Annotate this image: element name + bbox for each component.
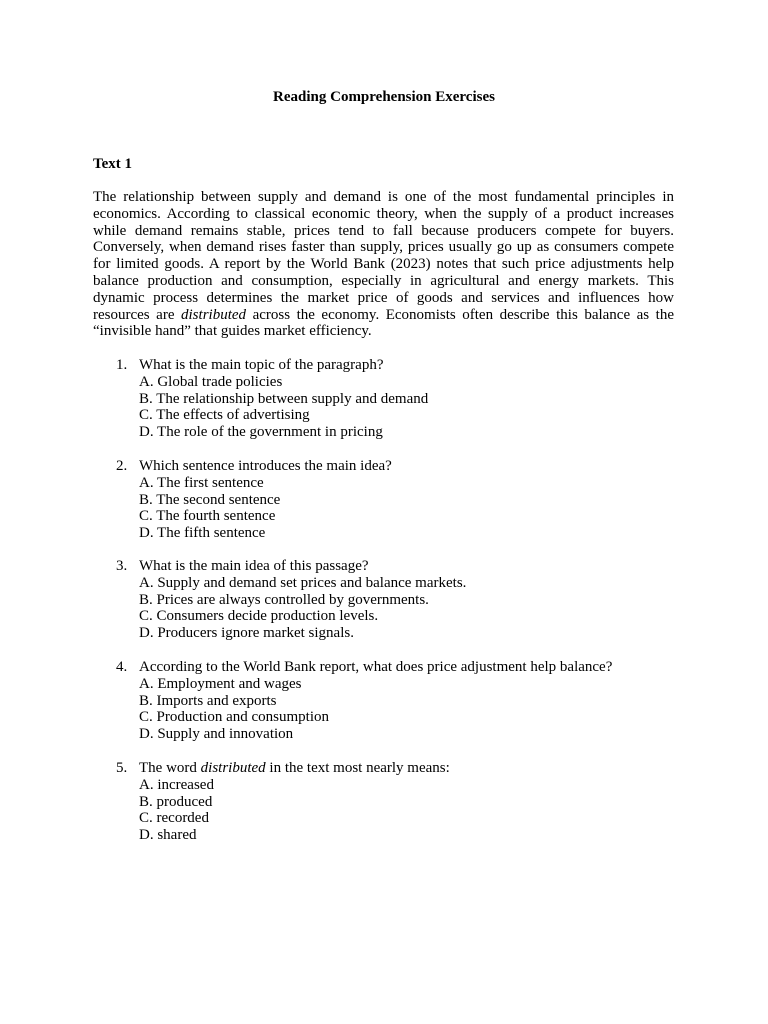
- question-stem: [139, 760, 676, 777]
- answer-option-a: A. Global trade policies: [139, 373, 283, 390]
- question-1: [116, 357, 676, 441]
- question-number: 5.: [116, 760, 128, 776]
- answer-option-c: C. Consumers decide production levels.: [139, 608, 379, 625]
- answer-option-d: D. The role of the government in pricing: [139, 424, 383, 441]
- question-stem: What is the main idea of this passage?: [139, 558, 369, 574]
- answer-option-c: C. recorded: [139, 810, 209, 827]
- answer-option-b: B. The second sentence: [139, 491, 281, 508]
- answer-option-b: B. The relationship between supply and demand: [139, 390, 429, 407]
- answer-option-d: D. shared: [139, 827, 197, 844]
- question-4: [116, 659, 676, 743]
- question-5: [116, 760, 676, 844]
- question-3: [116, 558, 676, 642]
- question-number: 4.: [116, 659, 128, 675]
- document-title: Reading Comprehension Exercises: [273, 89, 495, 105]
- answer-option-b: B. Prices are always controlled by governments.: [139, 591, 429, 608]
- answer-option-a: A. Supply and demand set prices and balance markets.: [139, 574, 467, 591]
- question-stem-part-1: The word: [139, 760, 201, 776]
- passage-italic-word: distributed: [181, 306, 247, 323]
- question-stem: What is the main topic of the paragraph?: [139, 357, 384, 373]
- question-stem: Which sentence introduces the main idea?: [139, 458, 392, 474]
- question-2: [116, 458, 676, 542]
- passage-text-part-2: across the economy. Economists often describe this balance as the “invisible hand” that guides market efficiency.: [93, 306, 674, 340]
- question-number: 1.: [116, 357, 128, 373]
- answer-option-d: D. Producers ignore market signals.: [139, 625, 354, 642]
- answer-option-c: C. The fourth sentence: [139, 508, 276, 525]
- answer-option-a: A. Employment and wages: [139, 675, 302, 692]
- answer-option-a: A. The first sentence: [139, 474, 264, 491]
- question-number: 3.: [116, 558, 128, 574]
- question-body: [139, 659, 676, 743]
- answer-option-b: B. produced: [139, 793, 213, 810]
- section-heading: Text 1: [93, 156, 133, 172]
- question-body: [139, 458, 676, 542]
- passage-text-part-1: The relationship between supply and demand is one of the most fundamental principles in economics. According to classical economic theory, when the supply of a product increases while demand remains stable, prices tend to fall because producers compete for buyers. Conversely, when demand rises faster than supply, prices usually go up as consumers compete for limited goods. A report by the World Bank (2023) notes that such price adjustments help balance production and consumption, especially in agricultural and energy markets. This dynamic process determines the market price of goods and services and influences how resources are: [93, 189, 674, 323]
- answer-option-a: A. increased: [139, 776, 214, 793]
- question-body: [139, 558, 676, 642]
- question-stem-italic-word: distributed: [200, 760, 266, 776]
- question-stem-part-2: in the text most nearly means:: [265, 760, 450, 776]
- question-body: [139, 357, 676, 441]
- answer-option-d: D. Supply and innovation: [139, 726, 294, 743]
- answer-option-d: D. The fifth sentence: [139, 525, 266, 542]
- answer-option-c: C. Production and consumption: [139, 709, 329, 726]
- question-number: 2.: [116, 458, 128, 474]
- reading-passage: [93, 189, 674, 340]
- answer-option-c: C. The effects of advertising: [139, 407, 310, 424]
- question-stem: According to the World Bank report, what does price adjustment help balance?: [139, 659, 613, 675]
- answer-option-b: B. Imports and exports: [139, 692, 277, 709]
- question-body: [139, 760, 676, 844]
